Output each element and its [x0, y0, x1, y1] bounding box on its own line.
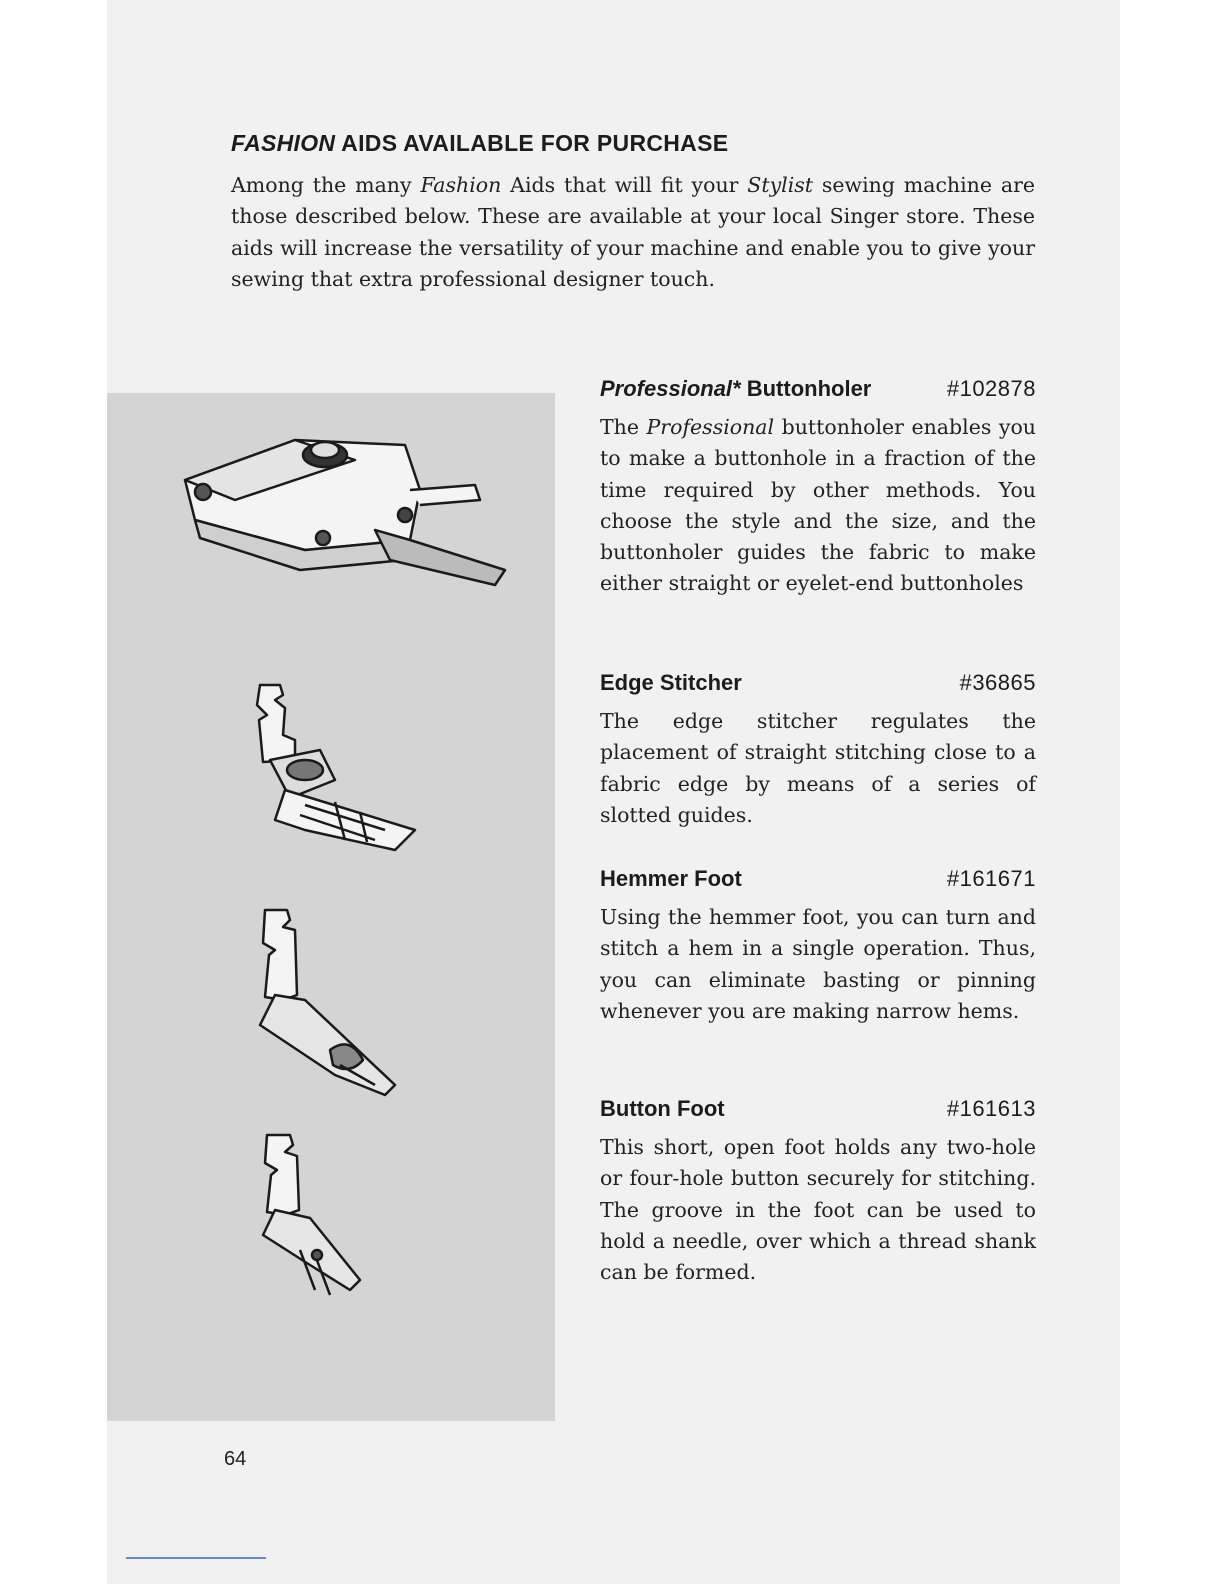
section-heading: FASHION AIDS AVAILABLE FOR PURCHASE	[231, 130, 729, 156]
page-number: 64	[224, 1448, 247, 1470]
item-name: Hemmer Foot	[600, 866, 742, 891]
item-name: Professional* Buttonholer	[600, 376, 872, 401]
item-description: The Professional buttonholer enables you to make a buttonhole in a fraction of the time required by other methods. You choose the style and the size, and the buttonholer guides the fabric to make either straight or eyelet-end buttonholes	[600, 415, 1036, 596]
item-description: Using the hemmer foot, you can turn and stitch a hem in a single operation. Thus, you can eliminate basting or pinning whenever you are making narrow hems.	[600, 905, 1036, 1023]
item-hemmer-foot	[600, 866, 1036, 1027]
intro-paragraph: Among the many Fashion Aids that will fit your Stylist sewing machine are those described below. These are available at your local Singer store. These aids will increase the versatility of your machine and enable you to give your sewing that extra professional designer touch.	[231, 173, 1036, 291]
item-header	[600, 866, 1036, 892]
hemmer-foot-illustration	[255, 905, 410, 1100]
item-professional-buttonholer	[600, 376, 1036, 600]
item-header	[600, 1096, 1036, 1122]
item-number: #161671	[946, 866, 1036, 891]
button-foot-illustration	[255, 1130, 375, 1300]
item-number: #36865	[959, 670, 1036, 695]
item-name: Edge Stitcher	[600, 670, 742, 695]
buttonholer-illustration	[175, 420, 515, 610]
item-description: The edge stitcher regulates the placement of straight stitching close to a fabric edge by means of a series of slotted guides.	[600, 709, 1036, 827]
item-button-foot	[600, 1096, 1036, 1288]
item-edge-stitcher	[600, 670, 1036, 831]
item-header	[600, 670, 1036, 696]
footer-rule	[126, 1557, 266, 1559]
item-header	[600, 376, 1036, 402]
item-number: #102878	[946, 376, 1036, 401]
item-name: Button Foot	[600, 1096, 725, 1121]
item-number: #161613	[946, 1096, 1036, 1121]
item-description: This short, open foot holds any two-hole or four-hole button securely for stitching. The groove in the foot can be used to hold a needle, over which a thread shank can be formed.	[600, 1135, 1036, 1285]
edge-stitcher-illustration	[245, 680, 435, 880]
